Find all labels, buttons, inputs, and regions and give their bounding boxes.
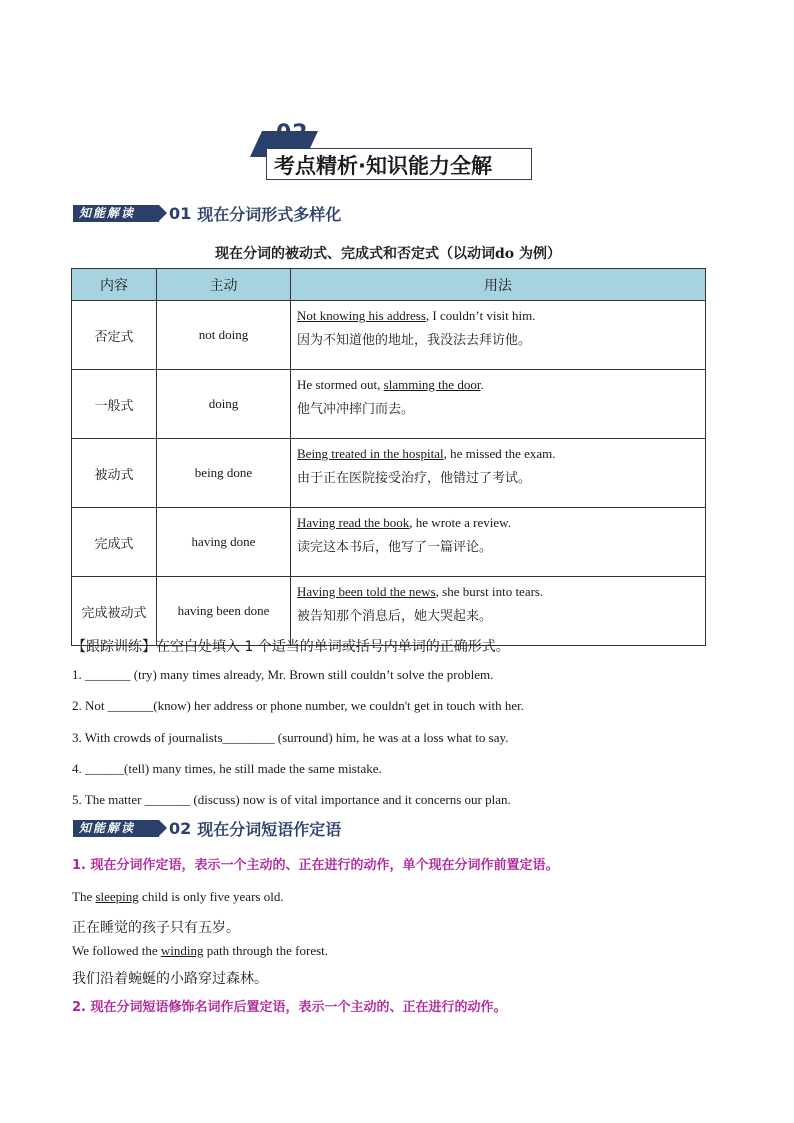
example-underlined: winding [160, 943, 204, 958]
form-type: 完成式 [72, 508, 157, 577]
section-banner [252, 121, 542, 183]
practice-item: 5. The matter _______ (discuss) now is of vital importance and it concerns our plan. [72, 792, 511, 807]
table-row [72, 301, 706, 370]
example-zh: 由于正在医院接受治疗，他错过了考试。 [297, 471, 532, 486]
example-sentence-1 [72, 889, 284, 905]
example-en [297, 307, 699, 331]
usage-cell [291, 370, 706, 439]
practice-item: 4. ______(tell) many times, he still made the same mistake. [72, 761, 382, 776]
section-number: 01 [169, 203, 192, 223]
form-pattern: being done [157, 439, 291, 508]
example-underlined: slamming the door [383, 377, 481, 392]
example-translation-1: 正在睡觉的孩子只有五岁。 [72, 920, 240, 936]
form-type: 否定式 [72, 301, 157, 370]
column-header-usage: 用法 [291, 269, 706, 301]
column-header-content: 内容 [72, 269, 157, 301]
example-rest: . [480, 377, 484, 392]
practice-item: 3. With crowds of journalists________ (surround) him, he was at a loss what to say. [72, 730, 509, 745]
table-row [72, 508, 706, 577]
example-en [297, 583, 699, 607]
table-caption: 现在分词的被动式、完成式和否定式（以动词do 为例） [215, 246, 561, 262]
example-rest: , he wrote a review. [409, 515, 511, 530]
form-type: 一般式 [72, 370, 157, 439]
table-header-row [72, 269, 706, 301]
usage-cell [291, 439, 706, 508]
example-rest: , he missed the exam. [443, 446, 556, 461]
section-tag: 知能解读 [73, 820, 159, 837]
example-rest: path through the forest. [203, 943, 329, 958]
table-row [72, 439, 706, 508]
example-rest: , she burst into tears. [435, 584, 544, 599]
banner-title: 考点精析·知识能力全解 [274, 154, 492, 178]
form-pattern: having been done [157, 577, 291, 646]
section-title: 现在分词短语作定语 [197, 819, 342, 839]
example-translation-2: 我们沿着蜿蜒的小路穿过森林。 [72, 971, 268, 987]
example-zh: 被告知那个消息后，她大哭起来。 [297, 609, 493, 624]
usage-cell [291, 508, 706, 577]
example-pre: The [72, 889, 96, 904]
example-rest: child is only five years old. [138, 889, 284, 904]
section-tag: 知能解读 [73, 205, 159, 222]
example-rest: , I couldn’t visit him. [425, 308, 536, 323]
section-title: 现在分词形式多样化 [197, 204, 342, 224]
form-pattern: not doing [157, 301, 291, 370]
section-heading-1 [73, 202, 341, 224]
example-underlined: sleeping [95, 889, 139, 904]
example-underlined: Being treated in the hospital [297, 446, 444, 461]
form-pattern: doing [157, 370, 291, 439]
example-underlined: Having been told the news [297, 584, 436, 599]
column-header-active: 主动 [157, 269, 291, 301]
example-underlined: Having read the book [297, 515, 410, 530]
section-number: 02 [169, 818, 192, 838]
form-type: 完成被动式 [72, 577, 157, 646]
practice-item: 1. _______ (try) many times already, Mr. Brown still couldn’t solve the problem. [72, 667, 494, 682]
form-type: 被动式 [72, 439, 157, 508]
rule-1: 1. 现在分词作定语，表示一个主动的、正在进行的动作，单个现在分词作前置定语。 [72, 858, 559, 873]
rule-2: 2. 现在分词短语修饰名词作后置定语，表示一个主动的、正在进行的动作。 [72, 1000, 507, 1015]
example-en [297, 514, 699, 538]
example-pre: He stormed out, [297, 377, 384, 392]
example-en [297, 376, 699, 400]
form-pattern: having done [157, 508, 291, 577]
example-underlined: Not knowing his address [297, 308, 426, 323]
usage-cell [291, 301, 706, 370]
participle-forms-table [71, 268, 706, 646]
table-row [72, 370, 706, 439]
banner-number: 02 [276, 121, 309, 146]
example-zh: 读完这本书后，他写了一篇评论。 [297, 540, 493, 555]
example-zh: 因为不知道他的地址，我没法去拜访他。 [297, 333, 532, 348]
example-en [297, 445, 699, 469]
example-zh: 他气冲冲摔门而去。 [297, 402, 415, 417]
example-pre: We followed the [72, 943, 161, 958]
section-heading-2 [73, 817, 341, 839]
practice-heading: 【跟踪训练】在空白处填入 1 个适当的单词或括号内单词的正确形式。 [72, 639, 510, 655]
example-sentence-2 [72, 943, 328, 959]
practice-item: 2. Not _______(know) her address or phone number, we couldn't get in touch with her. [72, 698, 525, 713]
